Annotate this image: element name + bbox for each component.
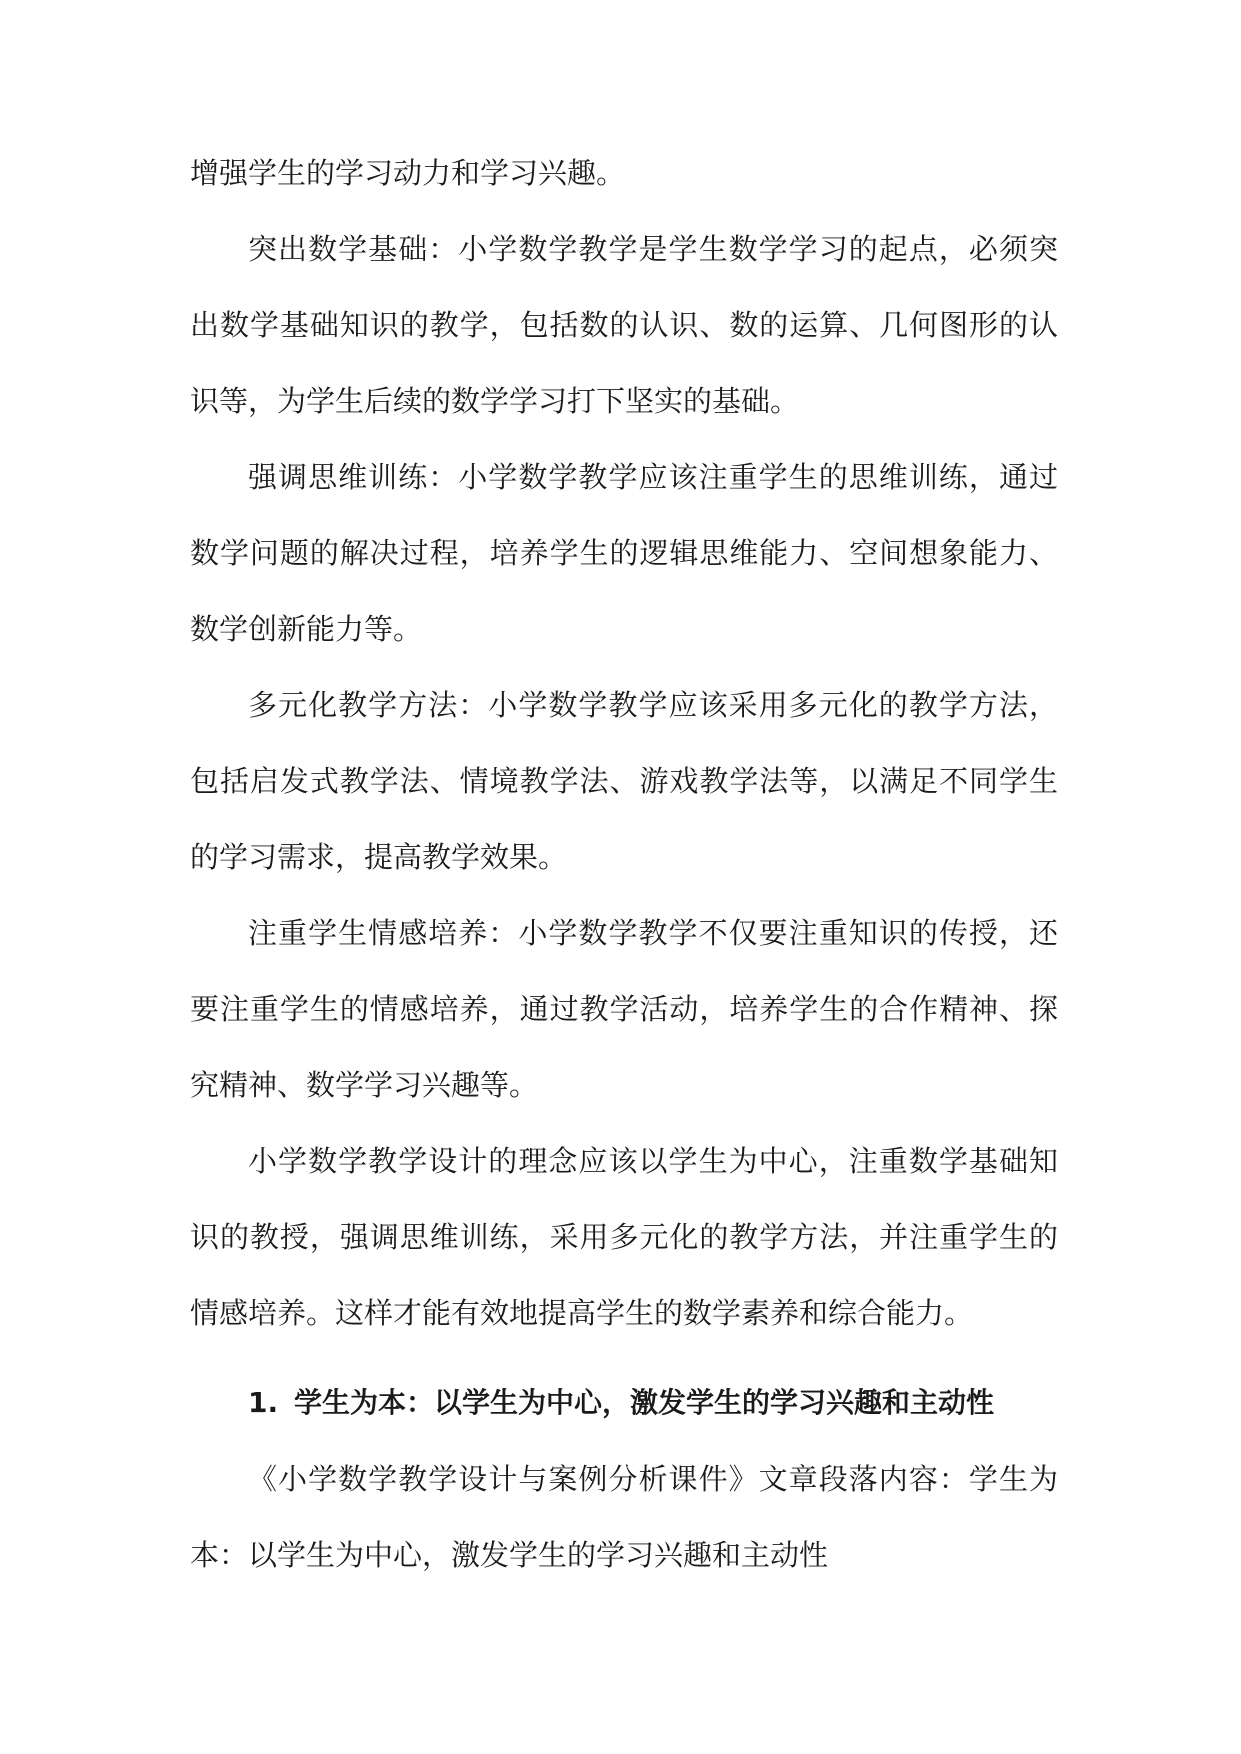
paragraph-summary: 小学数学教学设计的理念应该以学生为中心，注重数学基础知识的教授，强调思维训练，采用多元化的教学方法，并注重学生的情感培养。这样才能有效地提高学生的数学素养和综合能力。 <box>190 1144 1058 1330</box>
paragraph-emotional-cultivation: 注重学生情感培养：小学数学教学不仅要注重知识的传授，还要注重学生的情感培养，通过教学活动，培养学生的合作精神、探究精神、数学学习兴趣等。 <box>190 916 1058 1102</box>
paragraph-diverse-methods: 多元化教学方法：小学数学教学应该采用多元化的教学方法，包括启发式教学法、情境教学法、游戏教学法等，以满足不同学生的学习需求，提高教学效果。 <box>190 688 1058 874</box>
paragraph-continuation: 增强学生的学习动力和学习兴趣。 <box>190 156 626 190</box>
section-heading-number: 1. <box>248 1386 279 1419</box>
paragraph-thinking-training: 强调思维训练：小学数学教学应该注重学生的思维训练，通过数学问题的解决过程，培养学生的逻辑思维能力、空间想象能力、数学创新能力等。 <box>190 460 1058 646</box>
paragraph-math-foundation: 突出数学基础：小学数学教学是学生数学学习的起点，必须突出数学基础知识的教学，包括数的认识、数的运算、几何图形的认识等，为学生后续的数学学习打下坚实的基础。 <box>190 232 1058 418</box>
paragraph-closing: 《小学数学教学设计与案例分析课件》文章段落内容：学生为本：以学生为中心，激发学生的学习兴趣和主动性 <box>190 1462 1058 1572</box>
section-heading-text: 学生为本：以学生为中心，激发学生的学习兴趣和主动性 <box>294 1386 995 1419</box>
document-body <box>190 135 1058 1593</box>
section-heading <box>190 1365 1058 1441</box>
